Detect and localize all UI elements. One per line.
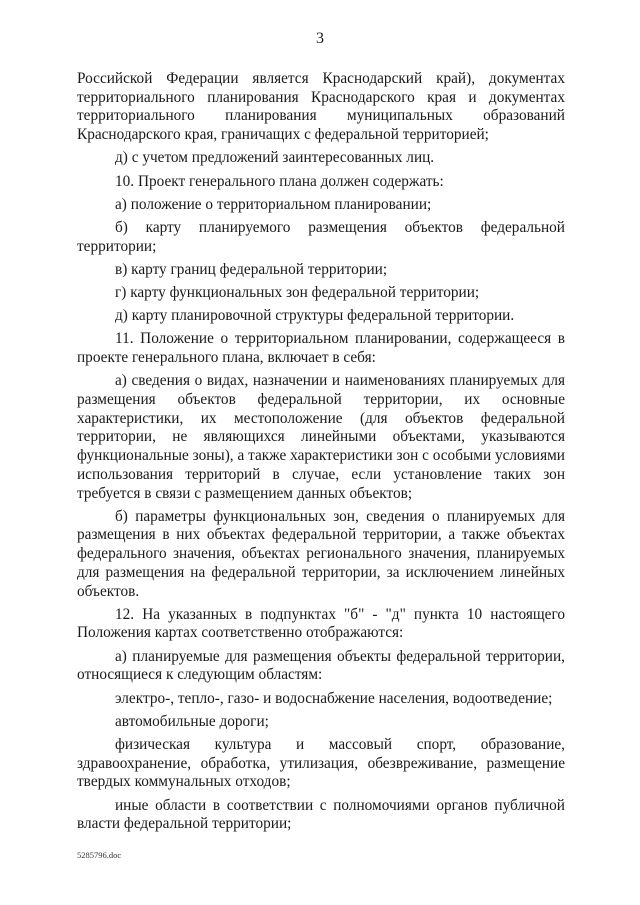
paragraph-10: 10. Проект генерального плана должен содержать: [115,172,444,190]
paragraph-11: 11. Положение о территориальном планировании, содержащееся в проекте генерального плана, включает в себя: [77,330,565,367]
paragraph-10-a: а) положение о территориальном планировании; [115,195,432,213]
file-name-footer: 5285796.doc [77,850,122,860]
paragraph-11-a: а) сведения о видах, назначении и наименованиях планируемых для размещения объектов федеральной территории, их основные характеристики, их местоположение (для объектов федеральной территории, не являющихся линейными объектами, указываются функциональные зоны), а также характеристики зон с особыми условиями использования территорий в случае, если установление таких зон требуется в связи с размещением данных объектов; [77,372,565,502]
paragraph-10-d: д) карту планировочной структуры федеральной территории. [115,307,515,325]
list-item-roads: автомобильные дороги; [115,712,269,730]
paragraph-10-b: б) карту планируемого размещения объектов федеральной территории; [77,218,565,255]
paragraph-11-b: б) параметры функциональных зон, сведения о планируемых для размещения в них объектах федеральной территории, а также объектах федерального значения, объектах регионального значения, планируемых для размещения на федеральной территории, за исключением линейных объектов. [77,507,565,600]
paragraph-continuation: Российской Федерации является Краснодарский край), документах территориального планирования Краснодарского края и документах территориального планирования муниципальных образований Краснодарского края, граничащих с федеральной территорией; [77,70,565,144]
paragraph-12-a: а) планируемые для размещения объекты федеральной территории, относящиеся к следующим областям: [77,647,565,684]
document-body [77,70,565,834]
paragraph-10-g: г) карту функциональных зон федеральной территории; [115,284,480,302]
list-item-social: физическая культура и массовый спорт, образование, здравоохранение, обработка, утилизация, обезвреживание, размещение твердых коммунальных отходов; [77,736,565,791]
paragraph-12: 12. На указанных в подпунктах "б" - "д" пункта 10 настоящего Положения картах соответственно отображаются: [77,605,565,642]
paragraph-10-v: в) карту границ федеральной территории; [115,260,388,278]
list-item-other: иные области в соответствии с полномочиями органов публичной власти федеральной территории; [77,796,565,833]
paragraph-item-d: д) с учетом предложений заинтересованных лиц. [115,149,435,167]
page-number: 3 [316,30,324,47]
list-item-utilities: электро-, тепло-, газо- и водоснабжение населения, водоотведение; [115,689,553,707]
